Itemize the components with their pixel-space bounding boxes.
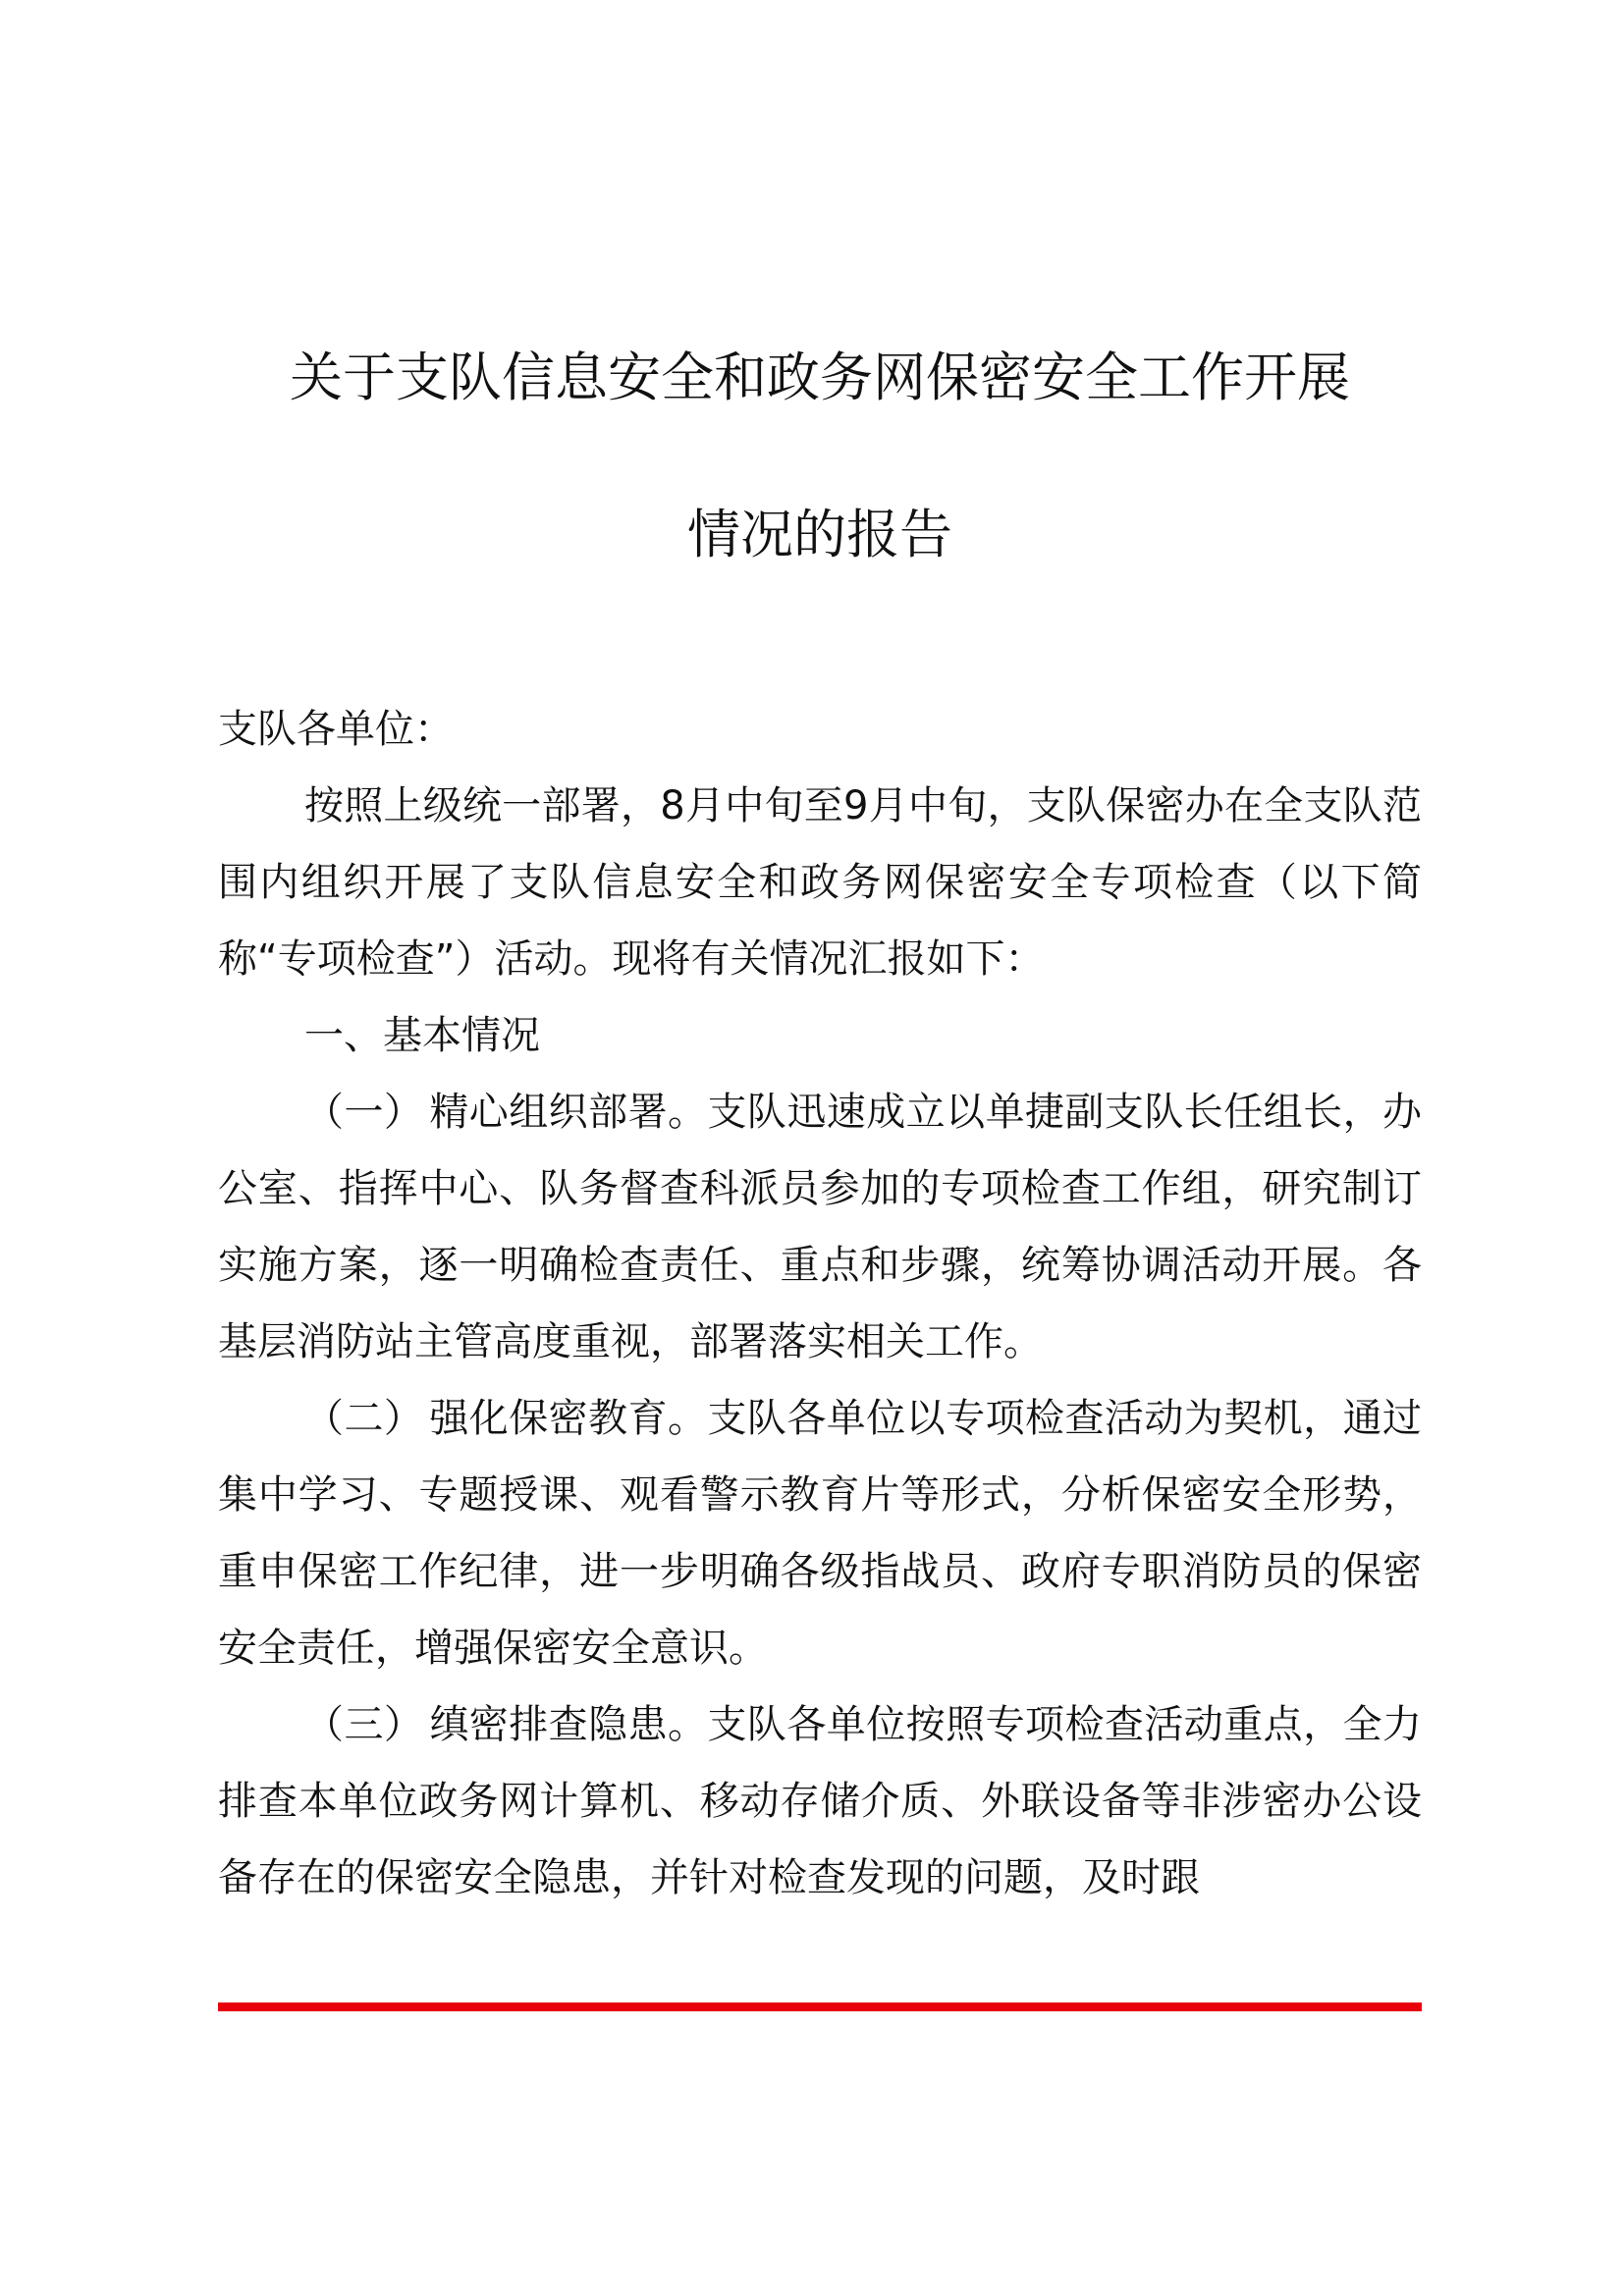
list-item: [218, 1380, 1422, 1686]
item-text: 精心组织部署。支队迅速成立以单捷副支队长任组长，办公室、指挥中心、队务督查科派员参加的专项检查工作组，研究制订实施方案，逐一明确检查责任、重点和步骤，统筹协调活动开展。各基层消防站主管高度重视，部署落实相关工作。: [218, 1090, 1423, 1364]
item-text: 缜密排查隐患。支队各单位按照专项检查活动重点，全力排查本单位政务网计算机、移动存储介质、外联设备等非涉密办公设备存在的保密安全隐患，并针对检查发现的问题，及时跟: [218, 1702, 1423, 1900]
list-item: [218, 1686, 1422, 1916]
salutation: 支队各单位：: [218, 707, 454, 752]
item-label: （二）: [304, 1396, 424, 1441]
item-label: （一）: [304, 1090, 424, 1135]
intro-paragraph: 按照上级统一部署，8月中旬至9月中旬，支队保密办在全支队范围内组织开展了支队信息安全和政务网保密安全专项检查（以下简称“专项检查”）活动。现将有关情况汇报如下：: [218, 783, 1422, 982]
document-title-line-2: 情况的报告: [687, 504, 952, 565]
list-item: [218, 1074, 1422, 1380]
red-divider-line: [218, 2002, 1422, 2011]
section-heading-basic-situation: 一、基本情况: [304, 1013, 540, 1058]
document-title-line-1: 关于支队信息安全和政务网保密安全工作开展: [290, 347, 1350, 408]
item-label: （三）: [304, 1702, 424, 1747]
item-text: 强化保密教育。支队各单位以专项检查活动为契机，通过集中学习、专题授课、观看警示教育片等形式，分析保密安全形势，重申保密工作纪律，进一步明确各级指战员、政府专职消防员的保密安全责任，增强保密安全意识。: [218, 1396, 1423, 1671]
